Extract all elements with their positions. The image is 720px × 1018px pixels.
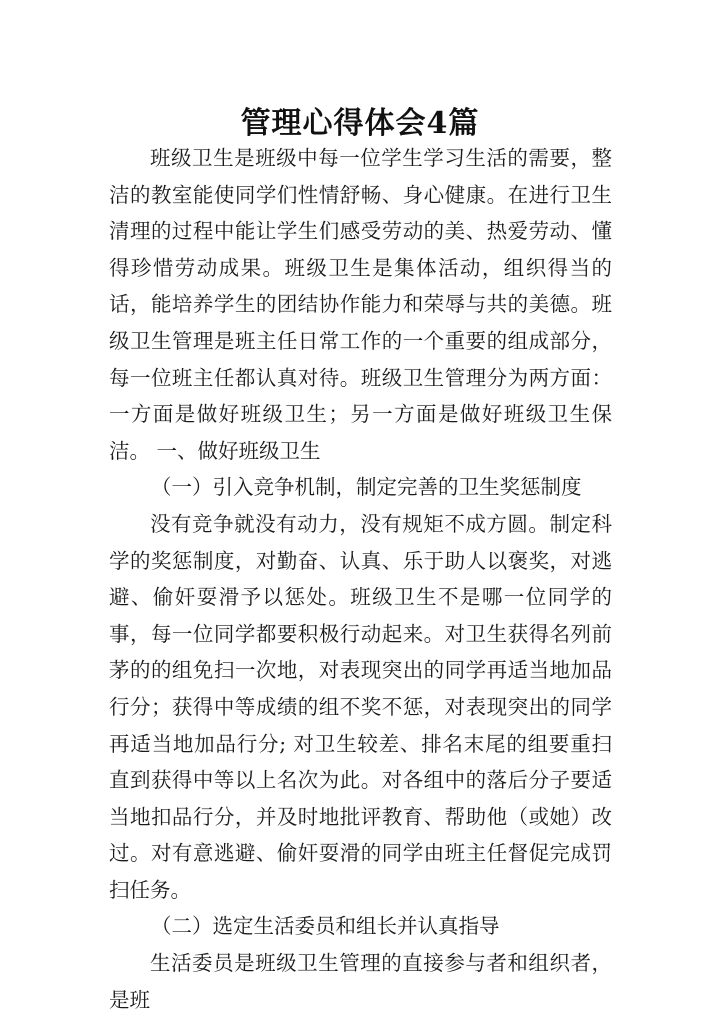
paragraph-intro: 班级卫生是班级中每一位学生学习生活的需要，整洁的教室能使同学们性情舒畅、身心健康。在进行卫生清理的过程中能让学生们感受劳动的美、热爱劳动、懂得珍惜劳动成果。班级卫生是集体活动，组织得当的话，能培养学生的团结协作能力和荣辱与共的美德。班级卫生管理是班主任日常工作的一个重要的组成部分，每一位班主任都认真对待。班级卫生管理分为两方面：一方面是做好班级卫生；另一方面是做好班级卫生保洁。 一、做好班级卫生: [109, 146, 612, 463]
document-body: [109, 140, 612, 1018]
section-heading-1: （一）引入竞争机制，制定完善的卫生奖惩制度: [151, 475, 582, 500]
section-heading-2: （二）选定生活委员和组长并认真指导: [151, 914, 500, 939]
paragraph-committee: 生活委员是班级卫生管理的直接参与者和组织者，是班: [109, 951, 612, 1012]
paragraph-competition: 没有竞争就没有动力，没有规矩不成方圆。制定科学的奖惩制度，对勤奋、认真、乐于助人以褒奖，对逃避、偷奸耍滑予以惩处。班级卫生不是哪一位同学的事，每一位同学都要积极行动起来。对卫生获得名列前茅的的组免扫一次地，对表现突出的同学再适当地加品行分；获得中等成绩的组不奖不惩，对表现突出的同学再适当地加品行分; 对卫生较差、排名末尾的组要重扫直到获得中等以上名次为此。对各组中的落后分子要适当地扣品行分，并及时地批评教育、帮助他（或她）改过。对有意逃避、偷奸耍滑的同学由班主任督促完成罚扫任务。: [109, 511, 612, 902]
document-title: 管理心得体会4篇: [240, 106, 480, 142]
